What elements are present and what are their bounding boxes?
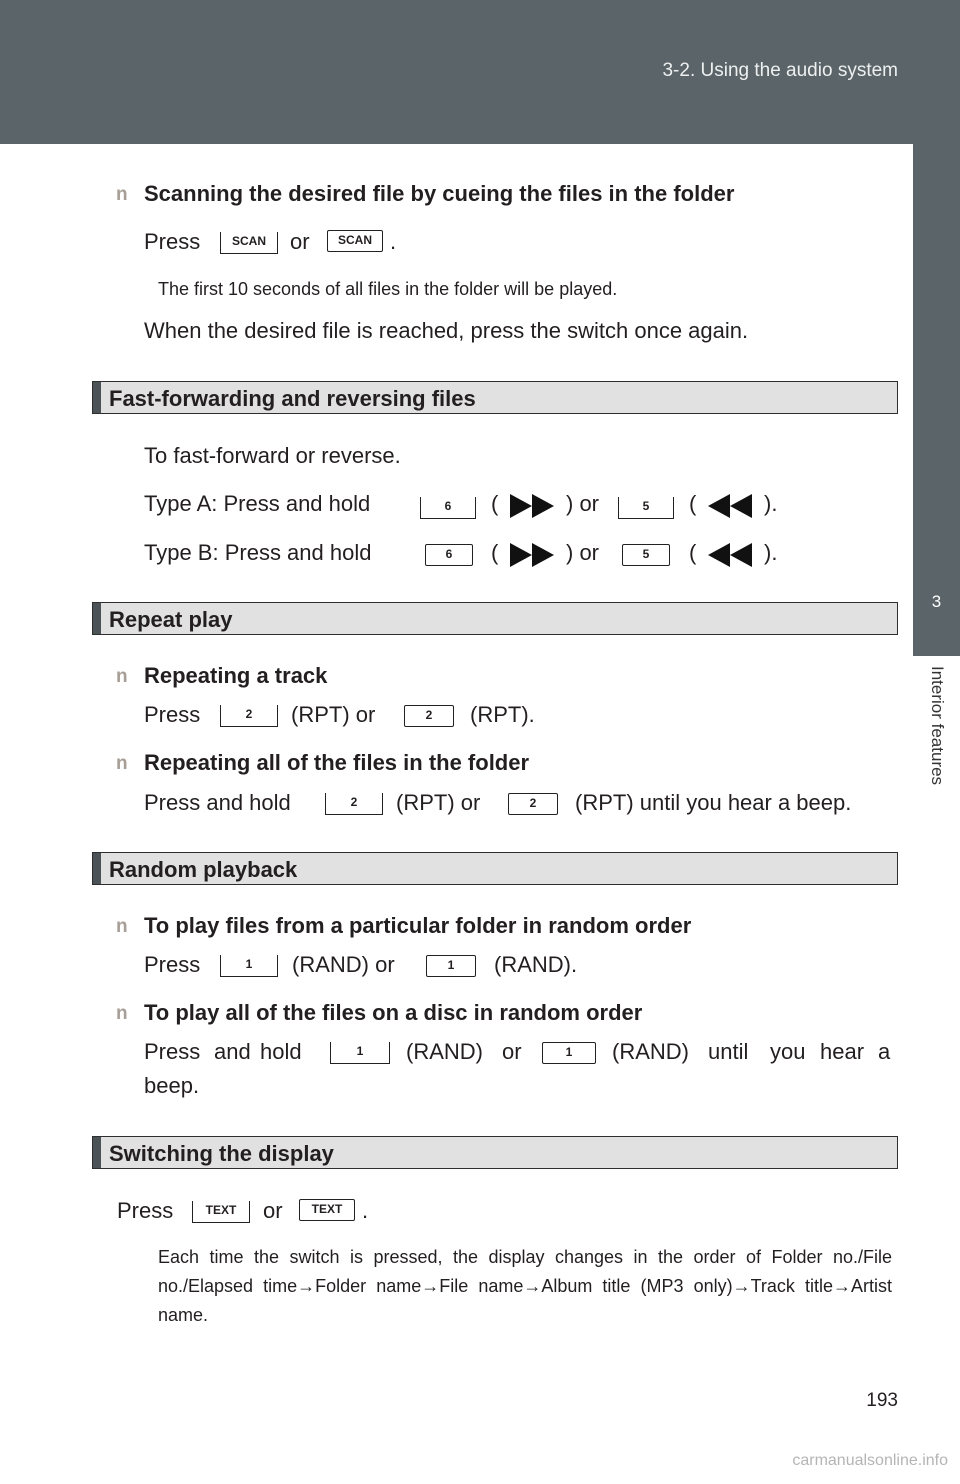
bullet-icon: n: [116, 916, 128, 937]
display-title: Switching the display: [109, 1141, 334, 1166]
watermark: carmanualsonline.info: [792, 1452, 948, 1469]
ff-key-5: 5: [618, 497, 674, 519]
repeat-all-heading: Repeating all of the files in the folder: [144, 750, 530, 775]
scan-note: The first 10 seconds of all files in the folder will be played.: [158, 279, 618, 299]
random-disc-heading: To play all of the files on a disc in random order: [144, 1000, 643, 1025]
repeat-key-b: 2: [404, 705, 454, 727]
bullet-icon: n: [116, 184, 128, 205]
random-title: Random playback: [109, 857, 298, 882]
random-disc-beep: beep.: [144, 1073, 200, 1098]
random-key-c: 1: [330, 1042, 390, 1064]
repeat-key-a: 2: [220, 705, 278, 727]
ff-intro: To fast-forward or reverse.: [144, 443, 401, 468]
bullet-icon: n: [116, 753, 128, 774]
ff-type-a: Type A: Press and hold: [144, 491, 371, 516]
repeat-key-d: 2: [508, 793, 558, 815]
ff-type-b: Type B: Press and hold: [144, 540, 372, 565]
random-key-d: 1: [542, 1042, 596, 1064]
display-press: Press: [117, 1198, 174, 1223]
ff-key-6b: 6: [425, 544, 473, 566]
random-key-a: 1: [220, 955, 278, 977]
page-number: 193: [866, 1390, 898, 1411]
section-title: 3-2. Using the audio system: [662, 60, 898, 81]
fast-forward-icon: [508, 541, 556, 569]
repeat-title: Repeat play: [109, 607, 233, 632]
ff-title: Fast-forwarding and reversing files: [109, 386, 476, 411]
bullet-icon: n: [116, 1003, 128, 1024]
scan-key-a: SCAN: [220, 232, 278, 254]
scan-key-b: SCAN: [327, 230, 383, 252]
random-key-b: 1: [426, 955, 476, 977]
display-section-bar: [92, 1136, 898, 1169]
random-folder-heading: To play files from a particular folder in random order: [144, 913, 692, 938]
chapter-label: Interior features: [927, 666, 947, 786]
repeat-track-press: Press: [144, 702, 201, 727]
rewind-icon: [706, 492, 754, 520]
chapter-number: 3: [913, 554, 960, 656]
ff-section-bar: [92, 381, 898, 414]
scan-or: or: [290, 229, 310, 254]
display-note: Each time the switch is pressed, the display changes in the order of Folder no./File no./Elapsed time→Folder name→File name→Album title (MP3 only)→Track title→Artist name.: [158, 1247, 892, 1325]
repeat-track-heading: Repeating a track: [144, 663, 328, 688]
scan-period: .: [390, 229, 397, 254]
scan-press: Press: [144, 229, 201, 254]
fast-forward-icon: [508, 492, 556, 520]
ff-key-5b: 5: [622, 544, 670, 566]
rewind-icon: [706, 541, 754, 569]
repeat-key-c: 2: [325, 793, 383, 815]
scan-reached: When the desired file is reached, press the switch once again.: [144, 318, 749, 343]
repeat-all-press: Press and hold: [144, 790, 291, 815]
display-key-a: TEXT: [192, 1201, 250, 1223]
random-section-bar: [92, 852, 898, 885]
scan-heading: Scanning the desired file by cueing the files in the folder: [144, 181, 735, 206]
display-or: or: [263, 1198, 283, 1223]
bullet-icon: n: [116, 666, 128, 687]
display-key-b: TEXT: [299, 1199, 355, 1221]
repeat-section-bar: [92, 602, 898, 635]
display-period: .: [362, 1198, 369, 1223]
side-tab: [913, 144, 960, 554]
ff-key-6: 6: [420, 497, 476, 519]
random-folder-press: Press: [144, 952, 201, 977]
